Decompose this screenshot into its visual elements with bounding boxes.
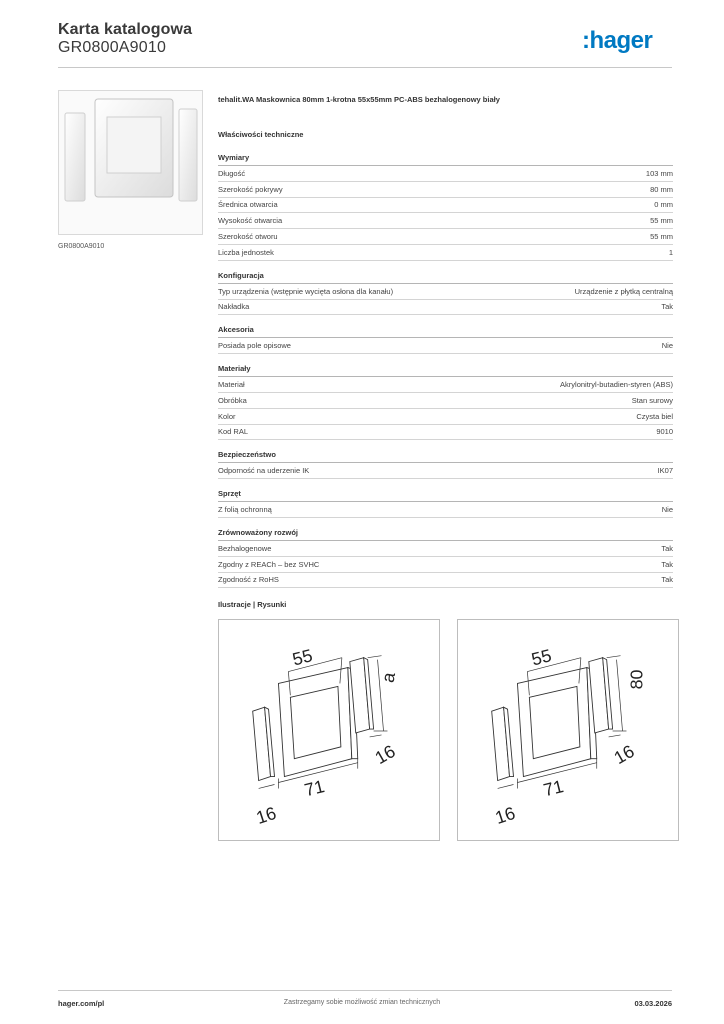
row-label: Kolor bbox=[218, 411, 236, 421]
row-value: 9010 bbox=[656, 427, 673, 437]
product-image-caption: GR0800A9010 bbox=[58, 243, 105, 250]
dim-label-side: 80 bbox=[626, 669, 647, 690]
product-code: GR0800A9010 bbox=[58, 39, 167, 56]
row-value: 55 mm bbox=[650, 232, 673, 242]
row-label: Długość bbox=[218, 168, 246, 178]
table-row bbox=[218, 338, 673, 354]
dim-label-side: a bbox=[377, 670, 400, 685]
row-value: IK07 bbox=[657, 466, 673, 476]
table-row bbox=[218, 229, 673, 245]
dim-label-top: 55 bbox=[529, 645, 554, 670]
row-value: Tak bbox=[661, 575, 673, 585]
row-label: Z folią ochronną bbox=[218, 505, 272, 515]
product-image bbox=[58, 90, 203, 235]
dim-label-left: 16 bbox=[492, 802, 518, 828]
technical-drawing-icon bbox=[458, 620, 678, 840]
table-row bbox=[218, 284, 673, 300]
dim-label-bottom: 71 bbox=[302, 776, 327, 801]
group-dimensions bbox=[218, 153, 673, 261]
table-row bbox=[218, 300, 673, 316]
table-row bbox=[218, 502, 673, 518]
dim-label-top: 55 bbox=[290, 645, 315, 670]
row-value: Nie bbox=[661, 505, 673, 515]
row-value: Tak bbox=[661, 543, 673, 553]
product-photo-icon bbox=[59, 91, 202, 234]
page-title: Karta katalogowa bbox=[58, 21, 193, 38]
dim-label-right: 16 bbox=[610, 740, 638, 769]
hager-logo bbox=[582, 26, 672, 56]
header-divider bbox=[58, 67, 672, 68]
group-title: Bezpieczeństwo bbox=[218, 450, 673, 463]
technical-heading: Właściwości techniczne bbox=[218, 130, 304, 139]
row-value: Akrylonitryl-butadien-styren (ABS) bbox=[560, 380, 673, 390]
row-value: 1 bbox=[668, 247, 673, 257]
table-row bbox=[218, 425, 673, 441]
row-label: Bezhalogenowe bbox=[218, 543, 272, 553]
table-row bbox=[218, 573, 673, 589]
row-label: Szerokość pokrywy bbox=[218, 184, 283, 194]
row-label: Zgodność z RoHS bbox=[218, 575, 279, 585]
group-title: Akcesoria bbox=[218, 325, 673, 338]
hager-logo-text: :hager bbox=[582, 27, 653, 54]
dim-label-left: 16 bbox=[253, 802, 279, 828]
group-sustainability bbox=[218, 528, 673, 588]
group-title: Konfiguracja bbox=[218, 271, 673, 284]
dim-label-bottom: 71 bbox=[541, 776, 566, 801]
dimension-drawing-right bbox=[457, 619, 679, 841]
group-accessories bbox=[218, 325, 673, 354]
row-value: Czysta biel bbox=[636, 411, 673, 421]
table-row bbox=[218, 213, 673, 229]
row-label: Średnica otwarcia bbox=[218, 200, 278, 210]
footer-disclaimer: Zastrzegamy sobie możliwość zmian technicznych bbox=[283, 999, 441, 1006]
technical-content bbox=[218, 95, 673, 588]
table-row bbox=[218, 377, 673, 393]
table-row bbox=[218, 557, 673, 573]
group-safety bbox=[218, 450, 673, 479]
table-row bbox=[218, 166, 673, 182]
dimension-drawing-left bbox=[218, 619, 440, 841]
row-label: Liczba jednostek bbox=[218, 247, 274, 257]
row-label: Kod RAL bbox=[218, 427, 249, 437]
group-configuration bbox=[218, 271, 673, 316]
row-value: Nie bbox=[661, 341, 673, 351]
footer-date: 03.03.2026 bbox=[634, 999, 672, 1008]
group-equipment bbox=[218, 489, 673, 518]
table-row bbox=[218, 245, 673, 261]
row-label: Posiada pole opisowe bbox=[218, 341, 291, 351]
row-label: Zgodny z REACh – bez SVHC bbox=[218, 559, 320, 569]
group-title: Sprzęt bbox=[218, 489, 673, 502]
product-description: tehalit.WA Maskownica 80mm 1-krotna 55x55mm PC-ABS bezhalogenowy biały bbox=[218, 95, 500, 104]
table-row bbox=[218, 463, 673, 479]
row-value: 55 mm bbox=[650, 216, 673, 226]
row-label: Odporność na uderzenie IK bbox=[218, 466, 310, 476]
row-label: Materiał bbox=[218, 380, 245, 390]
row-label: Typ urządzenia (wstępnie wycięta osłona dla kanału) bbox=[218, 286, 394, 296]
group-title: Wymiary bbox=[218, 153, 673, 166]
row-label: Wysokość otwarcia bbox=[218, 216, 283, 226]
group-title: Materiały bbox=[218, 364, 673, 377]
footer-divider bbox=[58, 990, 672, 991]
table-row bbox=[218, 393, 673, 409]
row-value: 103 mm bbox=[645, 168, 673, 178]
technical-drawing-icon bbox=[219, 620, 439, 840]
footer-website-link[interactable]: hager.com/pl bbox=[58, 999, 105, 1008]
row-value: 0 mm bbox=[654, 200, 673, 210]
row-label: Nakładka bbox=[218, 302, 250, 312]
row-value: Stan surowy bbox=[631, 395, 673, 405]
dim-label-right: 16 bbox=[371, 740, 399, 769]
table-row bbox=[218, 409, 673, 425]
table-row bbox=[218, 182, 673, 198]
group-materials bbox=[218, 364, 673, 440]
row-value: 80 mm bbox=[650, 184, 673, 194]
group-title: Zrównoważony rozwój bbox=[218, 528, 673, 541]
illustrations-heading: Ilustracje | Rysunki bbox=[218, 600, 287, 609]
table-row bbox=[218, 198, 673, 214]
row-value: Tak bbox=[661, 559, 673, 569]
row-value: Tak bbox=[661, 302, 673, 312]
row-label: Szerokość otworu bbox=[218, 232, 278, 242]
table-row bbox=[218, 541, 673, 557]
row-label: Obróbka bbox=[218, 395, 247, 405]
row-value: Urządzenie z płytką centralną bbox=[574, 286, 673, 296]
